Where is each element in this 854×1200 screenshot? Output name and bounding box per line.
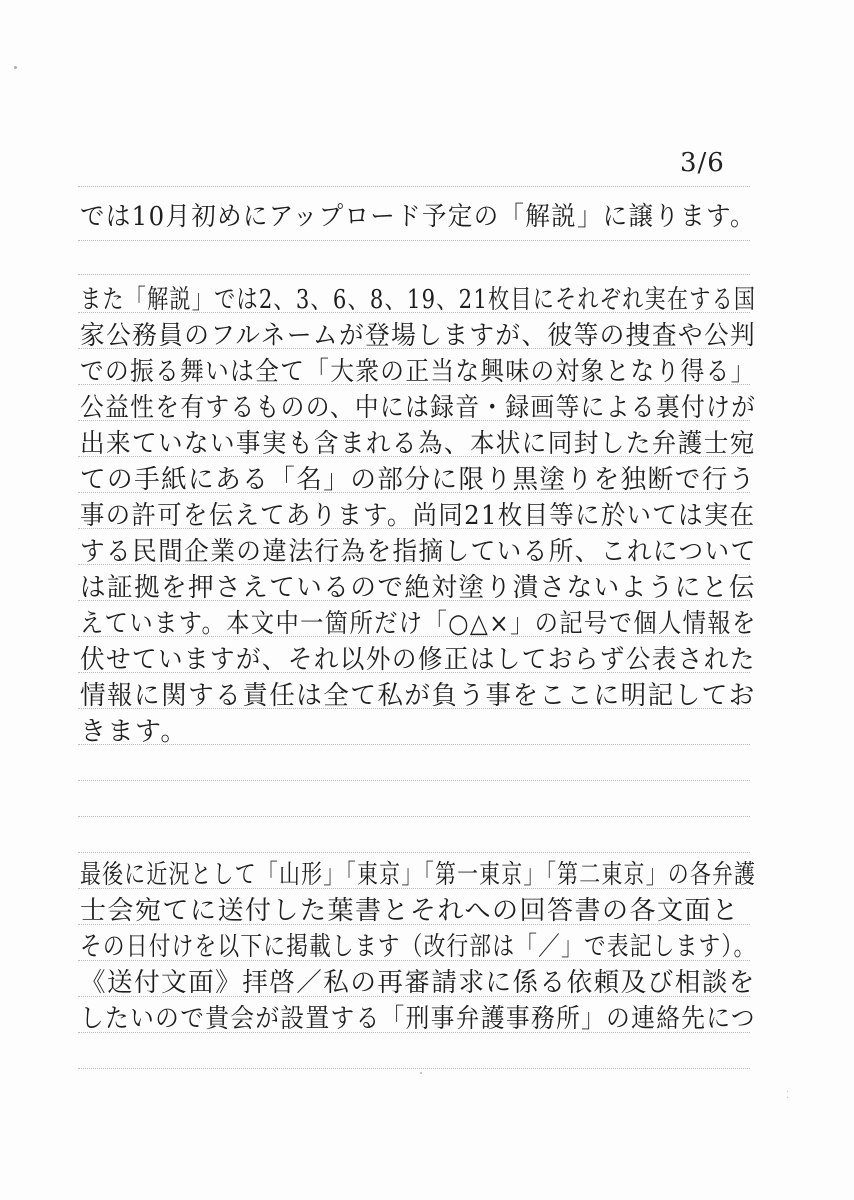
ruled-line — [78, 1068, 750, 1069]
letter-line: する民間企業の違法行為を指摘している所、これについて — [80, 537, 757, 567]
ruled-line — [78, 240, 750, 241]
scan-artifact: ⁚ — [786, 1090, 790, 1101]
letter-line: 出来ていない事実も含まれる為、本状に同封した弁護士宛 — [80, 429, 756, 459]
letter-line: は証拠を押さえているので絶対塗り潰さないようにと伝 — [80, 573, 756, 603]
letter-line: したいので貴会が設置する「刑事弁護事務所」の連絡先につ — [80, 1004, 756, 1034]
letter-line: では10月初めにアップロード予定の「解説」に譲ります。 — [80, 202, 756, 232]
letter-line: 伏せていますが、それ以外の修正はしておらず公表された — [80, 645, 756, 675]
letter-line: 《送付文面》拝啓／私の再審請求に係る依頼及び相談を — [80, 968, 756, 998]
letter-line: きます。 — [80, 717, 188, 747]
letter-line: での振る舞いは全て「大衆の正当な興味の対象となり得る」 — [80, 357, 756, 387]
letter-line: また「解説」では2、3、6、8、19、21枚目にそれぞれ実在する国 — [80, 285, 757, 315]
page-number: 3/6 — [680, 148, 725, 178]
ruled-line — [78, 780, 750, 781]
letter-line: 事の許可を伝えてあります。尚同21枚目等に於いては実在 — [80, 501, 756, 531]
ruled-line — [78, 852, 750, 853]
letter-line: 情報に関する責任は全て私が負う事をここに明記してお — [80, 681, 756, 711]
letter-line: その日付けを以下に掲載します（改行部は「／」で表記します）。 — [80, 932, 757, 962]
letter-line: 公益性を有するものの、中には録音・録画等による裏付けが — [80, 393, 757, 423]
letter-line: 士会宛てに送付した葉書とそれへの回答書の各文面と — [80, 896, 740, 926]
letter-line: ての手紙にある「名」の部分に限り黒塗りを独断で行う — [80, 465, 756, 495]
scan-speck — [14, 66, 17, 69]
letter-line: 最後に近況として「山形」「東京」「第一東京」「第二東京」の各弁護 — [80, 860, 757, 890]
ruled-line — [78, 274, 750, 275]
ruled-line — [78, 816, 750, 817]
ruled-line — [78, 186, 750, 187]
letter-line: えています。本文中一箇所だけ「○△×」の記号で個人情報を — [80, 609, 757, 639]
letter-line: 家公務員のフルネームが登場しますが、彼等の捜査や公判 — [80, 321, 757, 351]
scan-speck — [420, 1072, 422, 1074]
